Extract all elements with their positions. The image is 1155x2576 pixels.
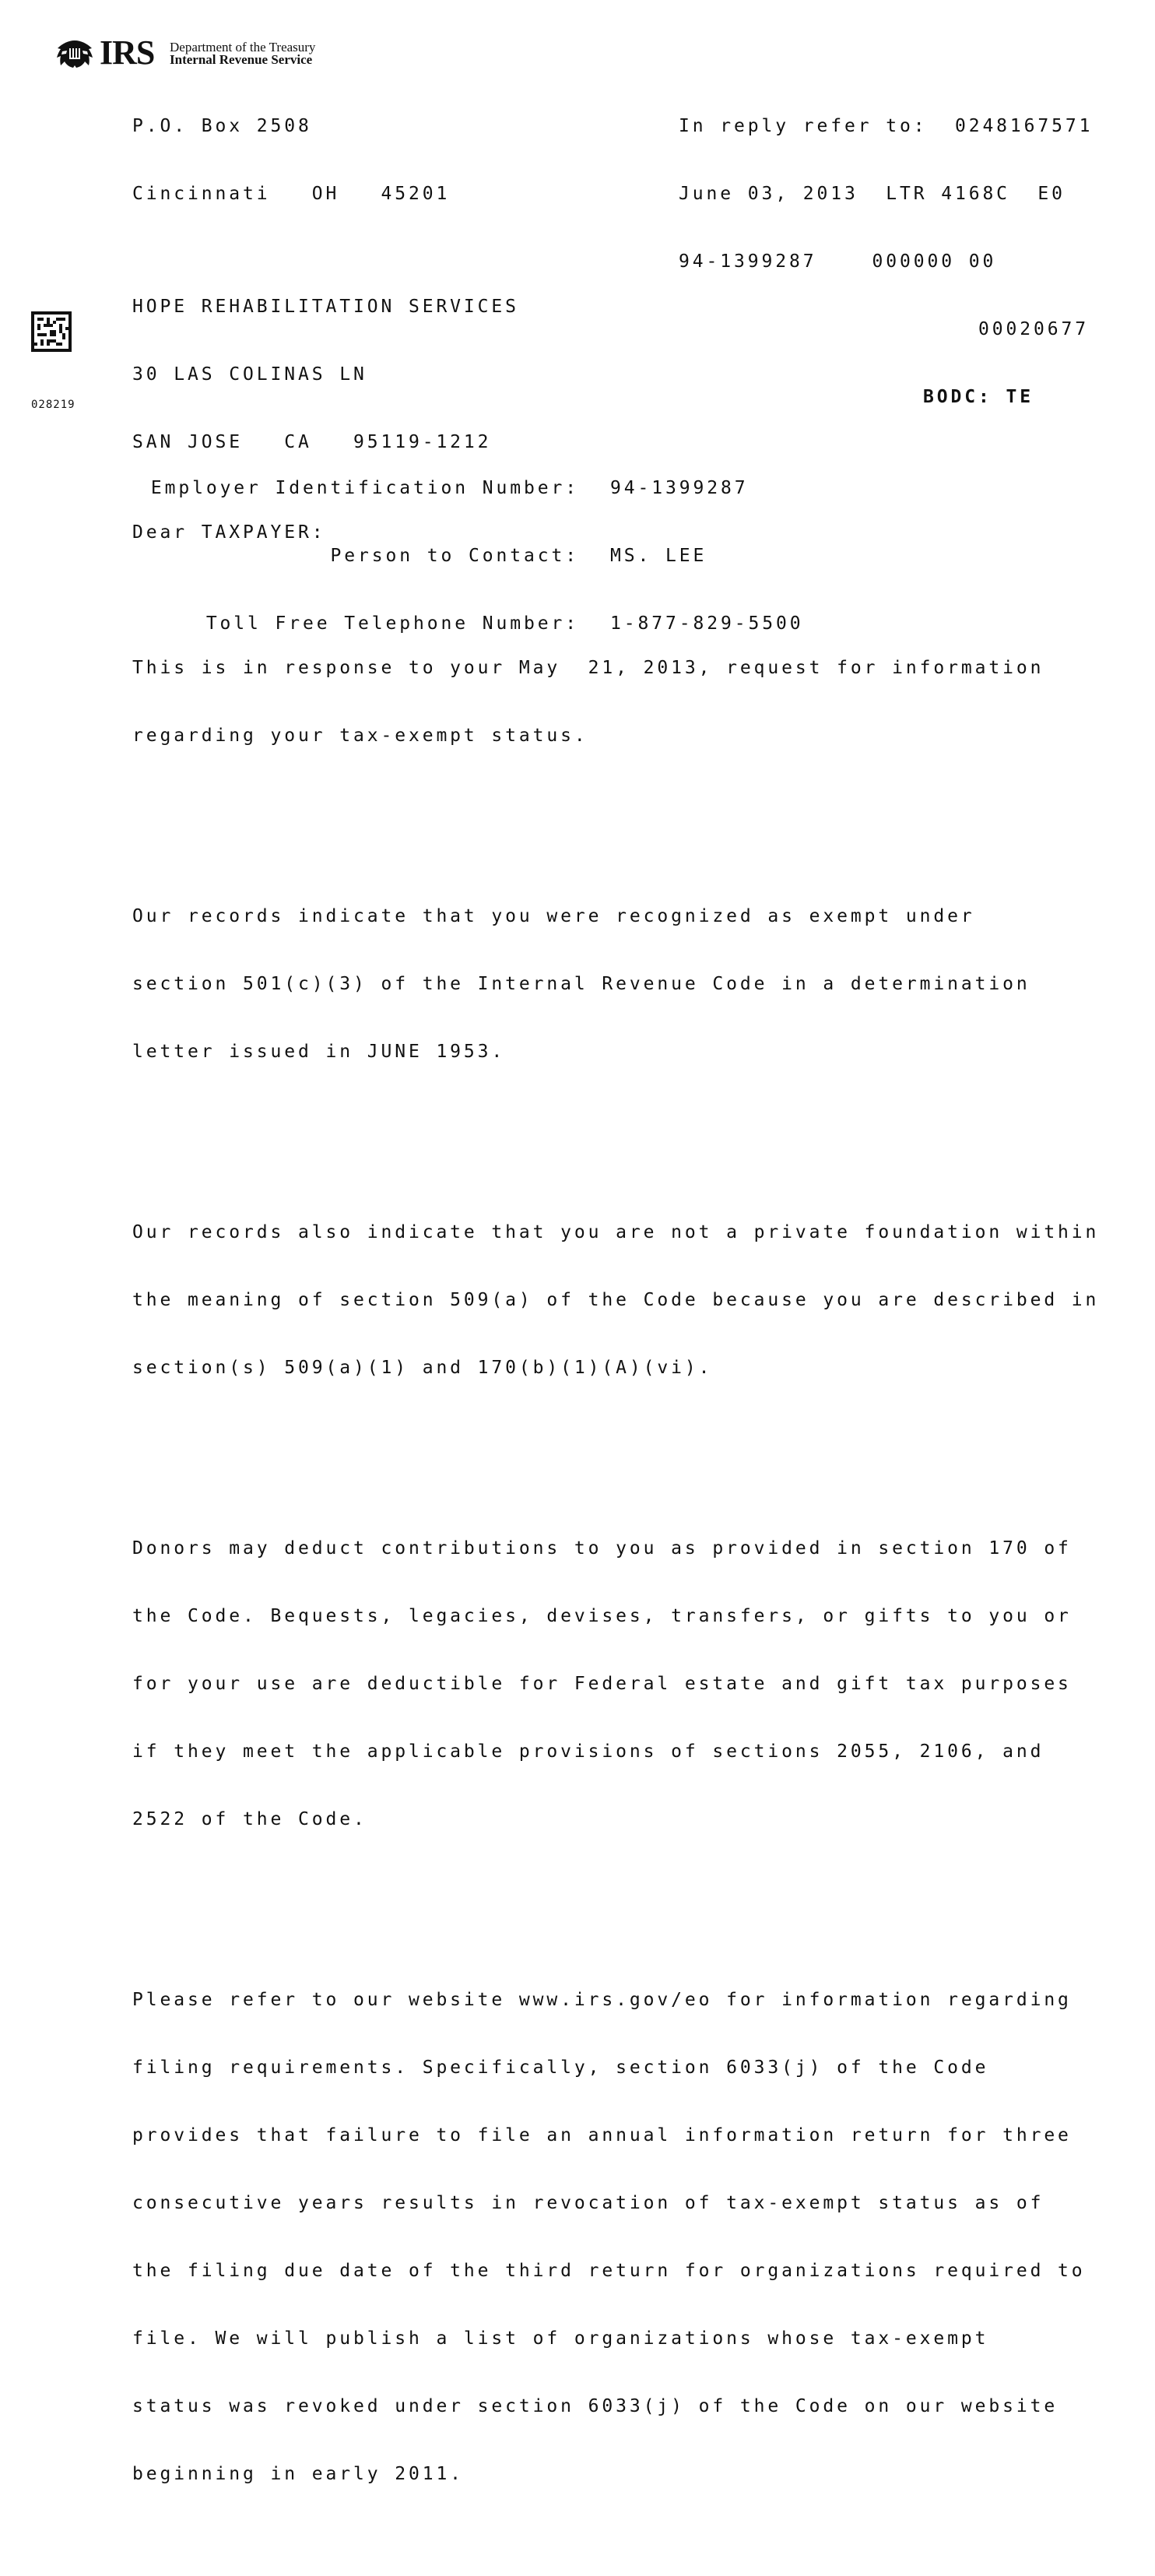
service-name: Internal Revenue Service: [170, 52, 313, 67]
body-line: filing requirements. Specifically, section 6033(j) of the Code: [132, 2058, 989, 2078]
body-line: This is in response to your May 21, 2013, request for information: [132, 658, 1044, 678]
body-line: if they meet the applicable provisions of sections 2055, 2106, and: [132, 1741, 1044, 1762]
body-line: Our records indicate that you were recognized as exempt under: [132, 906, 975, 926]
person-to-contact-value: MS. LEE: [610, 546, 707, 566]
body-line: beginning in early 2011.: [132, 2464, 464, 2484]
body-line: status was revoked under section 6033(j) of the Code on our website: [132, 2396, 1058, 2416]
sender-city-line: Cincinnati OH 45201: [132, 184, 451, 204]
phone-value: 1-877-829-5500: [610, 613, 804, 634]
body-line: section 501(c)(3) of the Internal Revenue Code in a determination: [132, 974, 1030, 994]
treasury-eagle-icon: [54, 37, 95, 69]
ein-value: 94-1399287: [610, 478, 749, 498]
paragraph-2: [132, 860, 1113, 1109]
document-id: 028219: [31, 399, 75, 411]
paragraph-4: [132, 1492, 1113, 1876]
reference-block: [679, 70, 1093, 431]
reference-line-3: 94-1399287 000000 00: [679, 251, 997, 272]
reference-line-4: 00020677: [978, 319, 1089, 339]
recipient-street: 30 LAS COLINAS LN: [132, 364, 367, 385]
body-line: Please refer to our website www.irs.gov/eo for information regarding: [132, 1990, 1072, 2010]
body-line: the Code. Bequests, legacies, devises, transfers, or gifts to you or: [132, 1606, 1072, 1626]
body-line: provides that failure to file an annual information return for three: [132, 2125, 1072, 2145]
body-line: regarding your tax-exempt status.: [132, 726, 588, 746]
body-line: the filing due date of the third return for organizations required to: [132, 2261, 1086, 2281]
body-line: Our records also indicate that you are not a private foundation within: [132, 1222, 1100, 1242]
reference-line-5: BODC: TE: [923, 387, 1034, 407]
paragraph-5: [132, 1944, 1113, 2531]
phone-label: Toll Free Telephone Number:: [205, 613, 579, 634]
ein-label: Employer Identification Number:: [150, 478, 579, 498]
paragraph-3: [132, 1176, 1113, 1425]
agency-abbreviation: IRS: [100, 33, 155, 72]
body-line: letter issued in JUNE 1953.: [132, 1042, 506, 1062]
body-line: for your use are deductible for Federal estate and gift tax purposes: [132, 1674, 1072, 1694]
body-line: section(s) 509(a)(1) and 170(b)(1)(A)(vi).: [132, 1358, 713, 1378]
body-line: file. We will publish a list of organizations whose tax-exempt: [132, 2328, 989, 2349]
salutation: Dear TAXPAYER:: [132, 522, 326, 543]
body-line: Donors may deduct contributions to you as provided in section 170 of: [132, 1538, 1072, 1559]
sender-po-box: P.O. Box 2508: [132, 116, 312, 136]
body-line: the meaning of section 509(a) of the Code because you are described in: [132, 1290, 1100, 1310]
recipient-name: HOPE REHABILITATION SERVICES: [132, 297, 519, 317]
department-name: Department of the Treasury: [170, 40, 316, 54]
body-line: consecutive years results in revocation of tax-exempt status as of: [132, 2193, 1044, 2213]
paragraph-1: [132, 612, 1113, 792]
reference-line-1: In reply refer to: 0248167571: [679, 116, 1094, 136]
letter-body: [132, 567, 1113, 2576]
person-to-contact-label: Person to Contact:: [330, 546, 579, 566]
body-line: 2522 of the Code.: [132, 1809, 367, 1829]
recipient-city-line: SAN JOSE CA 95119-1212: [132, 432, 492, 452]
barcode-icon: [31, 311, 72, 352]
reference-line-2: June 03, 2013 LTR 4168C E0: [679, 184, 1065, 204]
sender-address: [132, 70, 450, 228]
